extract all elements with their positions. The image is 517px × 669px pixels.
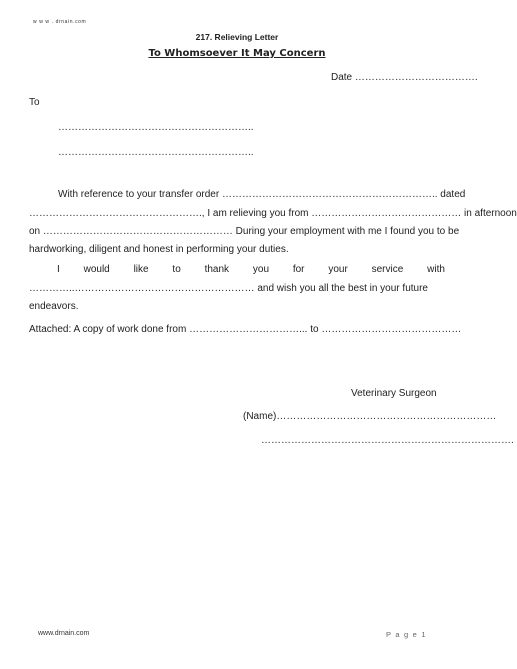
letter-heading: To Whomsoever It May Concern	[148, 48, 326, 59]
para2-word: would	[83, 264, 110, 275]
attached-line: Attached: A copy of work done from ……………………………... to ……………………………………	[29, 324, 462, 335]
para2-line-2: …………..……………………………………………… and wish you all the best in your future	[29, 283, 428, 294]
para2-word: I	[57, 264, 60, 275]
address-line-2: …………………………………………………..	[58, 147, 254, 158]
address-line-1: …………………………………………………..	[58, 122, 254, 133]
to-label: To	[29, 97, 40, 108]
signatory-title: Veterinary Surgeon	[351, 388, 437, 399]
para2-word: you	[252, 264, 270, 275]
para2-line-3: endeavors.	[29, 301, 79, 312]
signatory-blank-line: ………………………………………………………………….	[261, 435, 514, 446]
para2-word: service	[371, 264, 404, 275]
para2-line-1	[29, 264, 445, 275]
date-line: Date ……………………………….	[331, 72, 478, 83]
para1-line-2: ……………………………………………., I am relieving you from ……………………………………… in afternoon	[29, 208, 517, 219]
para1-line-4: hardworking, diligent and honest in performing your duties.	[29, 244, 289, 255]
para2-word: your	[328, 264, 348, 275]
para2-word: like	[133, 264, 149, 275]
signatory-name-line: (Name)…………………………………………………………	[243, 411, 497, 422]
page-number: P a g e 1	[386, 630, 427, 639]
document-number: 217. Relieving Letter	[195, 32, 279, 42]
header-site-url: w w w . drnain.com	[33, 19, 87, 25]
para1-line-3: on ………………………………………………… During your employment with me I found you to be	[29, 226, 460, 237]
para2-word: to	[172, 264, 181, 275]
para2-word: for	[292, 264, 305, 275]
para2-word: thank	[204, 264, 230, 275]
footer-site-url: www.drnain.com	[38, 630, 90, 637]
para2-word: with	[427, 264, 445, 275]
para1-line-1: With reference to your transfer order ……………………………………………………….. dated	[58, 189, 466, 200]
